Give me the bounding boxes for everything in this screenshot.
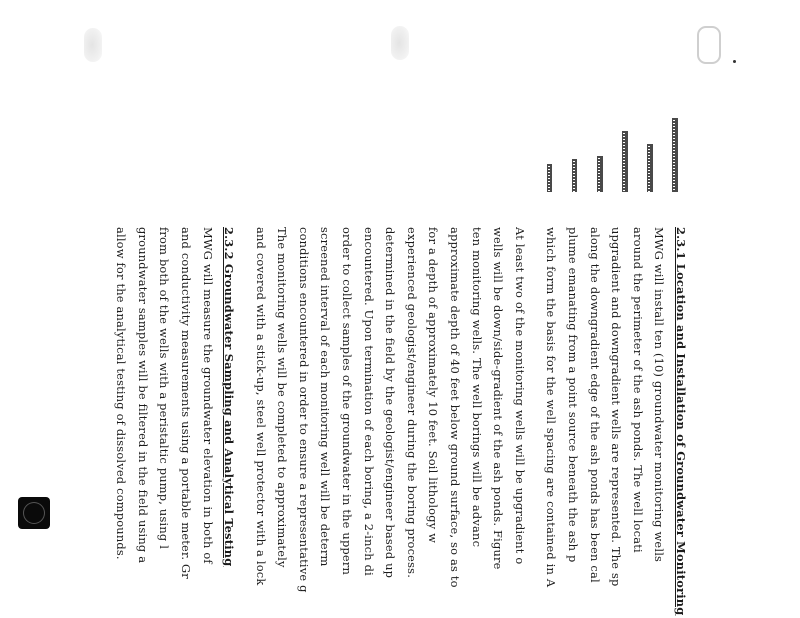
text-line: and covered with a stick-up, steel well protector with a lock (253, 227, 268, 586)
binder-ring-mark (18, 497, 50, 529)
header-mark (672, 118, 678, 192)
text-line: wells will be down/side-gradient of the ash ponds. Figure (491, 227, 506, 570)
text-line: At least two of the monitoring wells will be upgradient o (512, 227, 527, 565)
text-line: which form the basis for the well spacing are contained in A (544, 227, 559, 588)
text-line: MWG will measure the groundwater elevation in both of (200, 227, 215, 564)
text-line: for a depth of approximately 10 feet. Soil lithology w (426, 227, 441, 544)
header-mark (647, 144, 653, 192)
text-line: ten monitoring wells. The well borings will be advanc (469, 227, 484, 548)
punch-hole-left (84, 28, 102, 62)
header-mark (547, 164, 552, 192)
text-line: The monitoring wells will be completed to approximately (275, 227, 290, 568)
paragraph-gap (239, 227, 249, 618)
text-line: order to collect samples of the groundwater in the uppern (340, 227, 355, 576)
header-mark (572, 159, 577, 192)
text-line: experienced geologist/engineer during the boring process. (404, 227, 419, 579)
section-heading: 2.3.2 Groundwater Sampling and Analytical Testing (222, 227, 237, 567)
header-mark (622, 131, 628, 192)
paragraph-gap (530, 227, 540, 618)
text-line: and conductivity measurements using a portable meter. Gr (178, 227, 193, 579)
section-heading: 2.3.1 Location and Installation of Groundwater Monitoring (674, 227, 688, 616)
text-line: groundwater samples will be filtered in the field using a (135, 227, 150, 564)
text-line: upgradient and downgradient wells are represented. The sp (609, 227, 624, 587)
text-line: approximate depth of 40 feet below ground surface, so as to (448, 227, 463, 588)
dust-speck (733, 60, 736, 63)
text-line: conditions encountered in order to ensure a representative g (296, 227, 311, 593)
rotated-text-body (110, 227, 691, 618)
text-line: encountered. Upon termination of each boring, a 2-inch di (361, 227, 376, 576)
text-line: around the perimeter of the ash ponds. The well locati (630, 227, 645, 553)
text-line: from both of the wells with a peristaltic pump, using l (157, 227, 172, 550)
text-line: screened interval of each monitoring well will be determ (318, 227, 333, 567)
text-line: MWG will install ten (10) groundwater monitoring wells (652, 227, 667, 563)
punch-hole-right (697, 26, 721, 64)
header-marks (526, 110, 696, 192)
text-line: allow for the analytical testing of dissolved compounds. (114, 227, 129, 560)
text-line: determined in the field by the geologist/engineer based up (383, 227, 398, 579)
punch-hole-center (391, 26, 409, 60)
text-line: along the downgradient edge of the ash ponds has been cal (587, 227, 602, 583)
text-line: plume emanating from a point source beneath the ash p (566, 227, 581, 563)
header-mark (597, 156, 603, 192)
